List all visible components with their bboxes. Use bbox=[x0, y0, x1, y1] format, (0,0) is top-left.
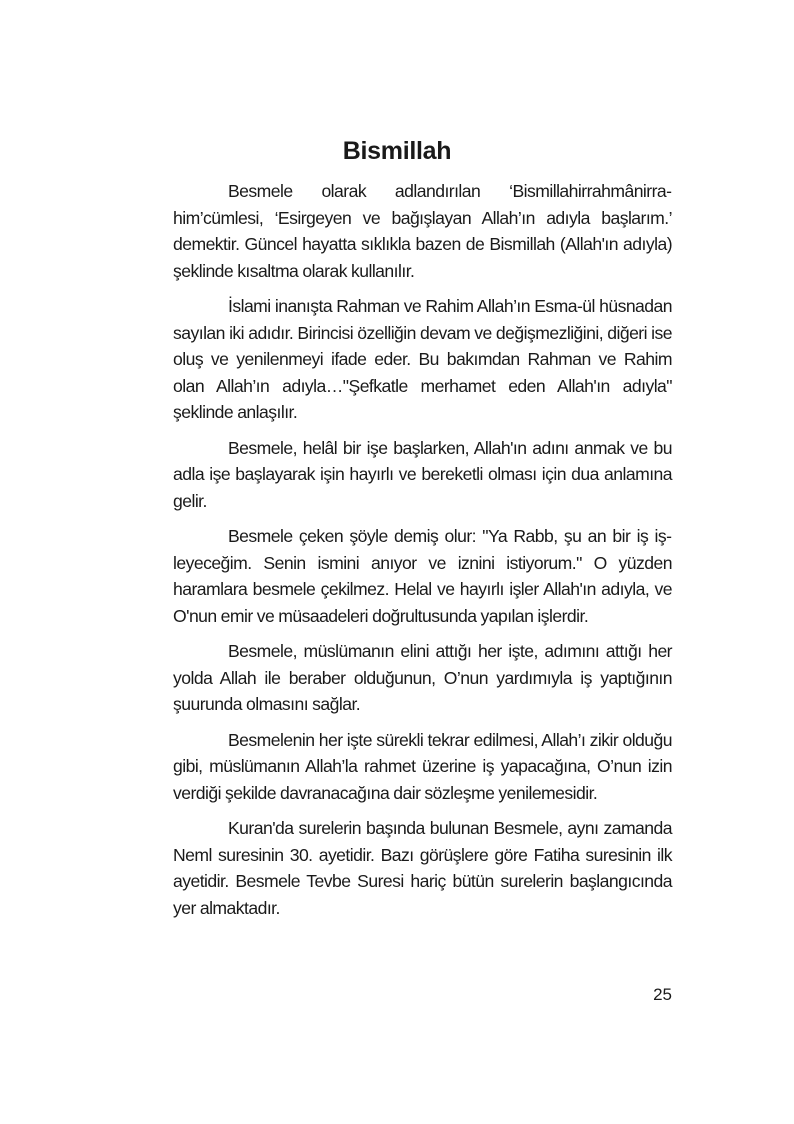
paragraph: Besmele, müslümanın elini attığı her işte, adımını attığı her yolda Allah ile beraber olduğunun, O’nun yardımıyla iş yaptığının şuurunda olmasını sağlar. bbox=[173, 641, 672, 714]
paragraph: Kuran'da surelerin başında bulunan Besmele, aynı zamanda Neml suresinin 30. ayetidir. Bazı görüşlere göre Fatiha suresinin ilk ayetidir. Besmele Tevbe Suresi hariç bütün surelerin başlangıcında yer almaktadır. bbox=[173, 818, 672, 918]
paragraph: Besmele çeken şöyle demiş olur: "Ya Rabb, şu an bir iş işleyeceğim. Senin ismini anıyor ve iznini istiyorum." O yüzden haramlara besmele çekilmez. Helal ve hayırlı işler Allah'ın adıyla, ve O'nun emir ve müsaadeleri doğrultusunda yapılan işlerdir. bbox=[173, 526, 672, 626]
body-text bbox=[173, 178, 672, 930]
page-number: 25 bbox=[653, 985, 672, 1004]
page-title: Bismillah bbox=[342, 137, 452, 165]
paragraph: Besmele olarak adlandırılan ‘Bismillahirrahmânirrahim’cümlesi, ‘Esirgeyen ve bağışlayan Allah’ın adıyla başlarım.’ demektir. Güncel hayatta sıklıkla bazen de Bismillah (Allah'ın adıyla) şeklinde kısaltma olarak kullanılır. bbox=[173, 181, 672, 281]
paragraph: Besmele, helâl bir işe başlarken, Allah'ın adını anmak ve bu adla işe başlayarak işin hayırlı ve bereketli olması için dua anlamına gelir. bbox=[173, 437, 672, 511]
paragraph: Besmelenin her işte sürekli tekrar edilmesi, Allah’ı zikir olduğu gibi, müslümanın Allah’la rahmet üzerine iş yapacağına, O’nun izin verdiği şekilde davranacağına dair sözleşme yenilemesidir. bbox=[173, 729, 672, 803]
paragraph: İslami inanışta Rahman ve Rahim Allah’ın Esma-ül hüsnadan sayılan iki adıdır. Birincisi özelliğin devam ve değişmezliğini, diğeri ise oluş ve yenilenmeyi ifade eder. Bu bakımdan Rahman ve Rahim olan Allah’ın adıyla…"Şefkatle merhamet eden Allah'ın adıyla" şeklinde anlaşılır. bbox=[173, 296, 672, 422]
